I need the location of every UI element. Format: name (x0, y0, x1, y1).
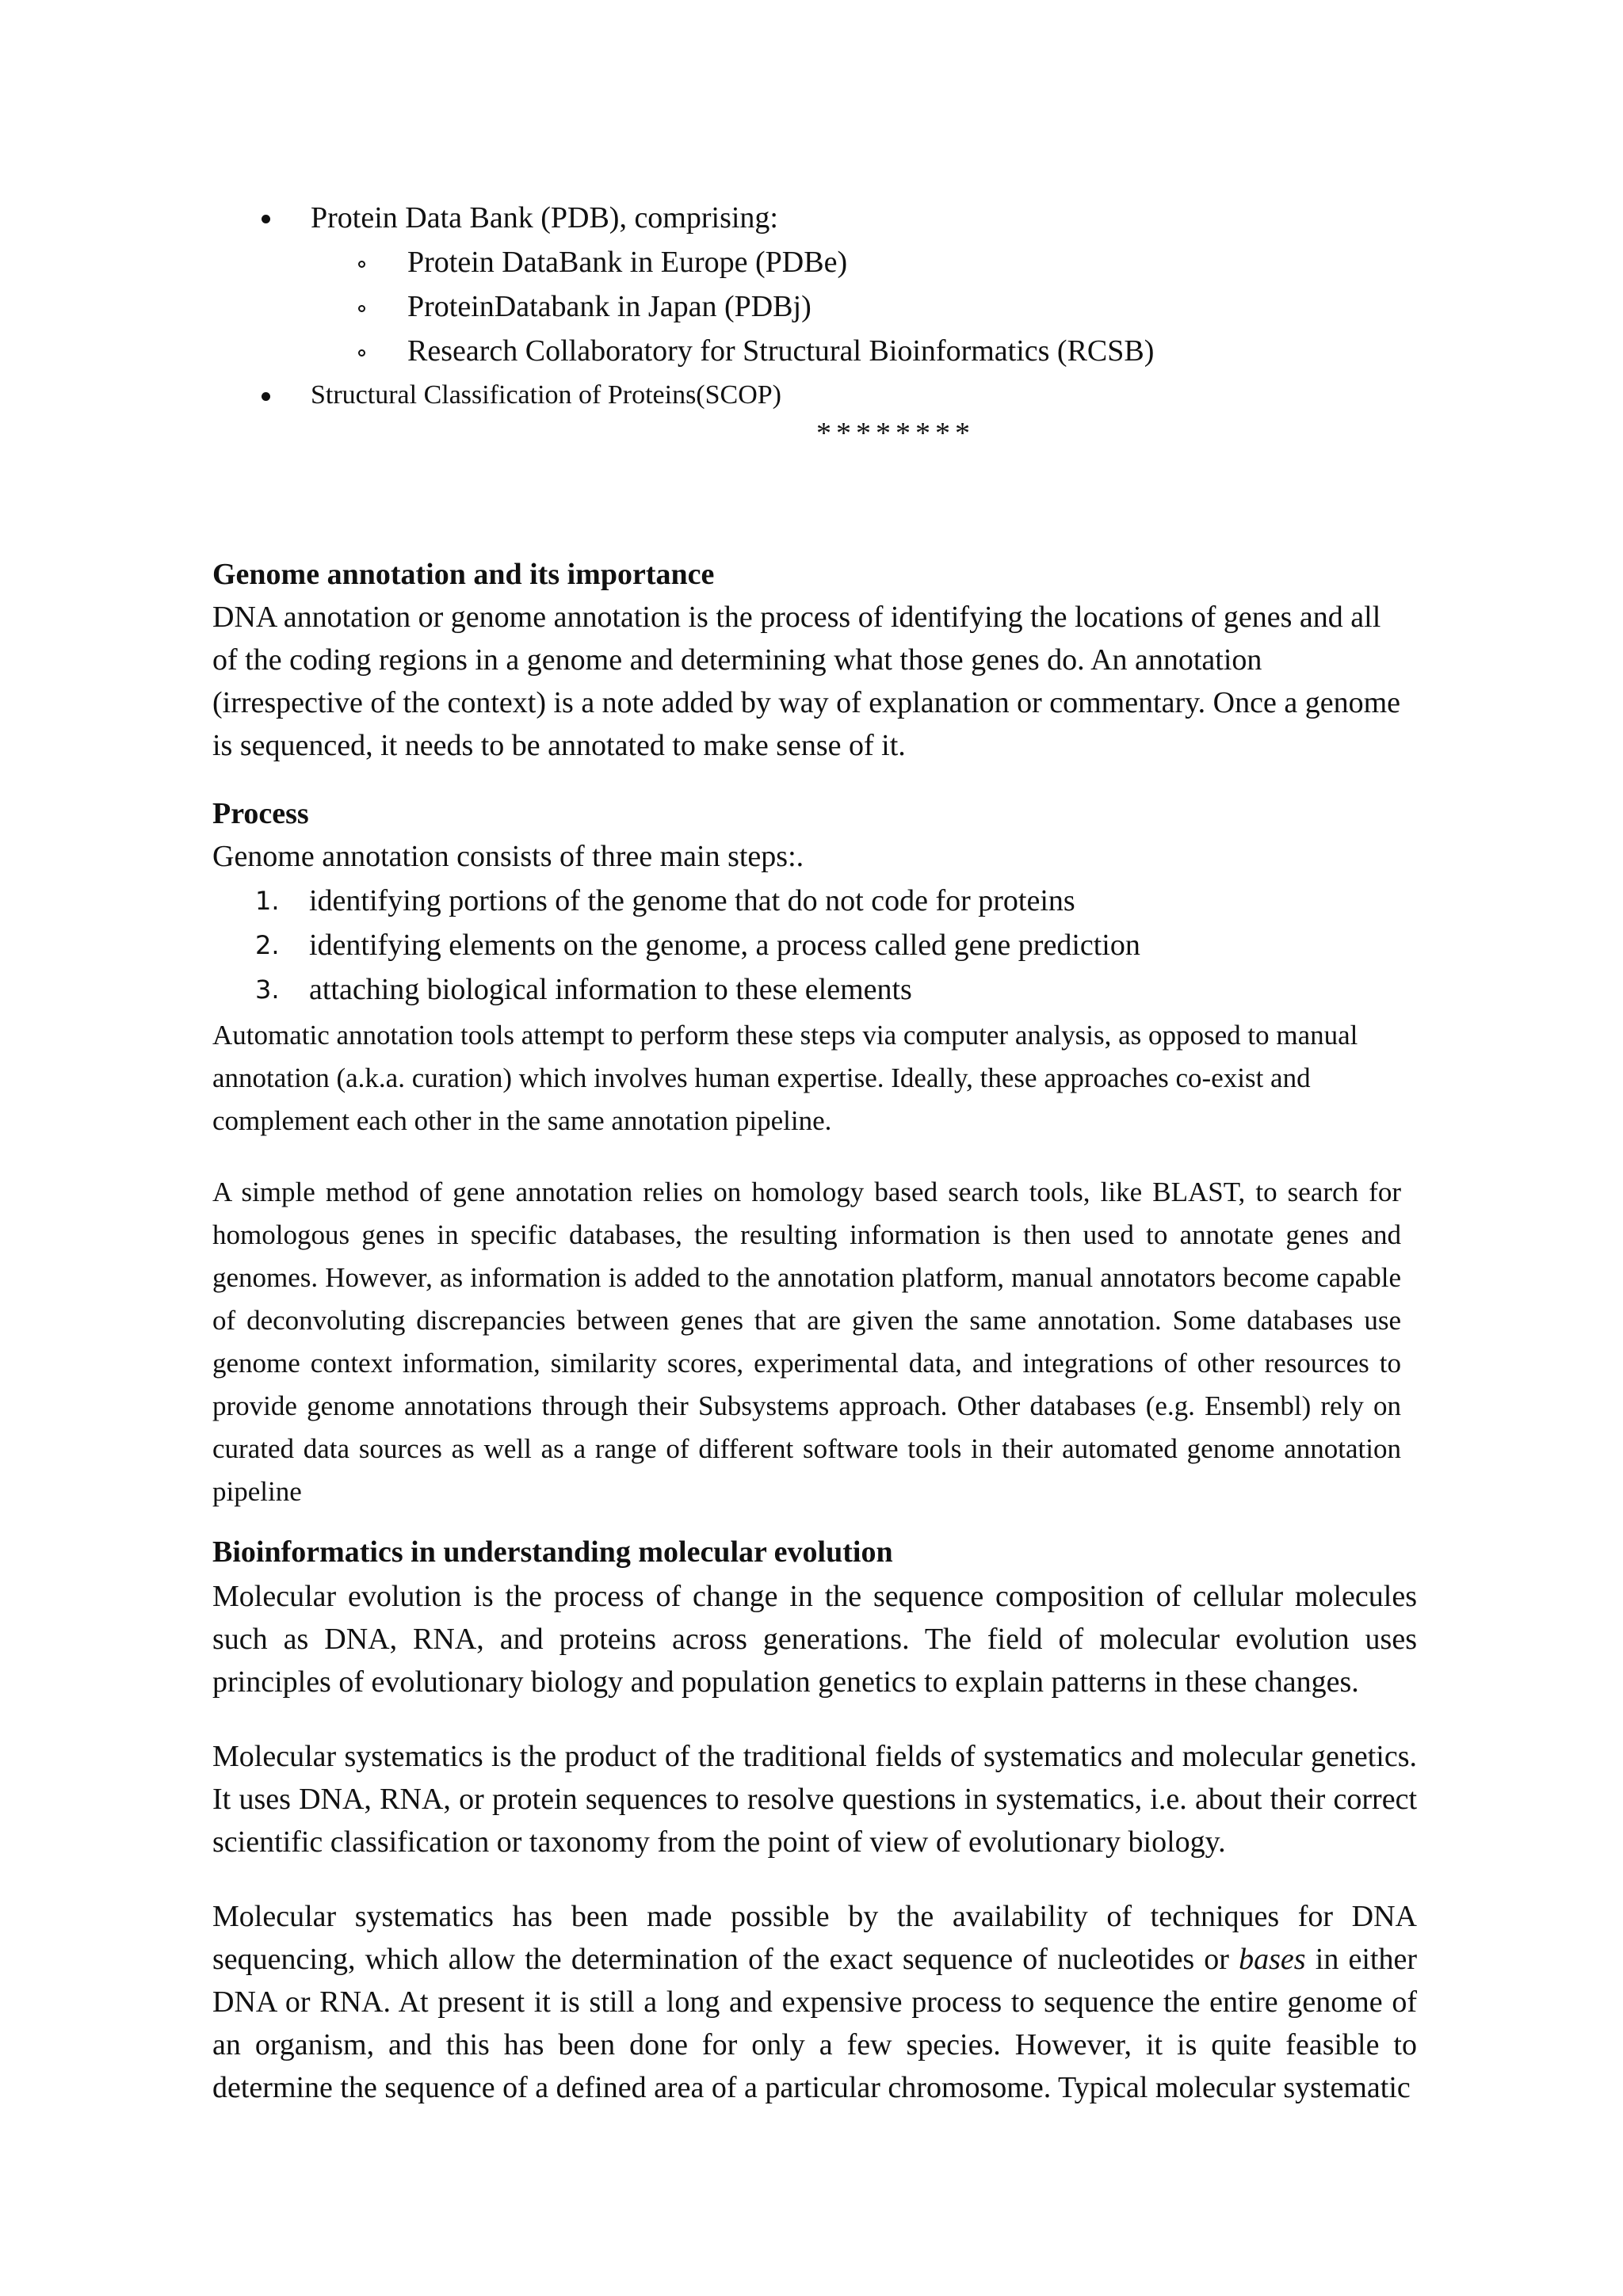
paragraph-gene-annotation-method: A simple method of gene annotation relies on homology based search tools, like BLAST, to search for homologous genes in specific databases, the resulting information is then used to annotate genes and genomes. However, as information is added to the annotation platform, manual annotators become capable of deconvoluting discrepancies between genes that are given the same annotation. Some databases use genome context information, similarity scores, experimental data, and integrations of other resources to provide genome annotations through their Subsystems approach. Other databases (e.g. Ensembl) rely on curated data sources as well as a range of different software tools in their automated genome annotation pipeline (212, 1177, 1401, 1507)
sub-bullet-text: ProteinDatabank in Japan (PDBj) (407, 290, 812, 323)
paragraph-genome-annotation: DNA annotation or genome annotation is the process of identifying the locations of genes and all of the coding regions in a genome and determining what those genes do. An annotation (irrespective of the context) is a note added by way of explanation or commentary. Once a genome is sequenced, it needs to be annotated to make sense of it. (212, 601, 1401, 762)
bullet-icon (262, 392, 270, 401)
emphasis-bases: bases (1239, 1943, 1306, 1976)
list-text: attaching biological information to these elements (309, 973, 912, 1006)
bullet-text: Structural Classification of Proteins(SCOP) (311, 380, 782, 410)
heading-molecular-evolution: Bioinformatics in understanding molecular evolution (212, 1535, 893, 1569)
list-number: 2. (255, 930, 280, 960)
list-text: identifying portions of the genome that do not code for proteins (309, 884, 1075, 917)
paragraph-molecular-systematics: Molecular systematics is the product of the traditional fields of systematics and molecular genetics. It uses DNA, RNA, or protein sequences to resolve questions in systematics, i.e. about their correct scientific classification or taxonomy from the point of view of evolutionary biology. (212, 1740, 1417, 1859)
paragraph-automatic-annotation: Automatic annotation tools attempt to perform these steps via computer analysis, as opposed to manual annotation (a.k.a. curation) which involves human expertise. Ideally, these approaches co-exist and complement each other in the same annotation pipeline. (212, 1020, 1358, 1136)
circle-bullet-icon (358, 349, 365, 357)
circle-bullet-icon (358, 261, 365, 268)
list-number: 1. (255, 886, 280, 916)
list-text: identifying elements on the genome, a process called gene prediction (309, 929, 1140, 962)
sub-bullet-text: Protein DataBank in Europe (PDBe) (407, 246, 848, 279)
paragraph-molecular-evolution: Molecular evolution is the process of change in the sequence composition of cellular molecules such as DNA, RNA, and proteins across generations. The field of molecular evolution uses principles of evolutionary biology and population genetics to explain patterns in these changes. (212, 1580, 1417, 1699)
paragraph-text: Molecular systematics has been made possible by the availability of techniques for DNA sequencing, which allow the determination of the exact sequence of nucleotides or (212, 1900, 1417, 1976)
heading-process: Process (212, 797, 309, 830)
bullet-text: Protein Data Bank (PDB), comprising: (311, 201, 778, 235)
bullet-icon (262, 215, 270, 223)
paragraph-text: in either DNA or RNA. At present it is still a long and expensive process to sequence the entire genome of an organism, and this has been done for only a few species. However, it is quite feasible to determine the sequence of a defined area of a particular chromosome. Typical molecular systematic (212, 1943, 1417, 2104)
process-intro: Genome annotation consists of three main steps:. (212, 840, 804, 873)
paragraph-dna-sequencing (212, 1895, 1417, 2109)
heading-genome-annotation: Genome annotation and its importance (212, 558, 715, 591)
sub-bullet-text: Research Collaboratory for Structural Bioinformatics (RCSB) (407, 334, 1155, 368)
list-number: 3. (255, 974, 280, 1005)
section-separator: ******** (816, 417, 975, 450)
circle-bullet-icon (358, 305, 365, 312)
